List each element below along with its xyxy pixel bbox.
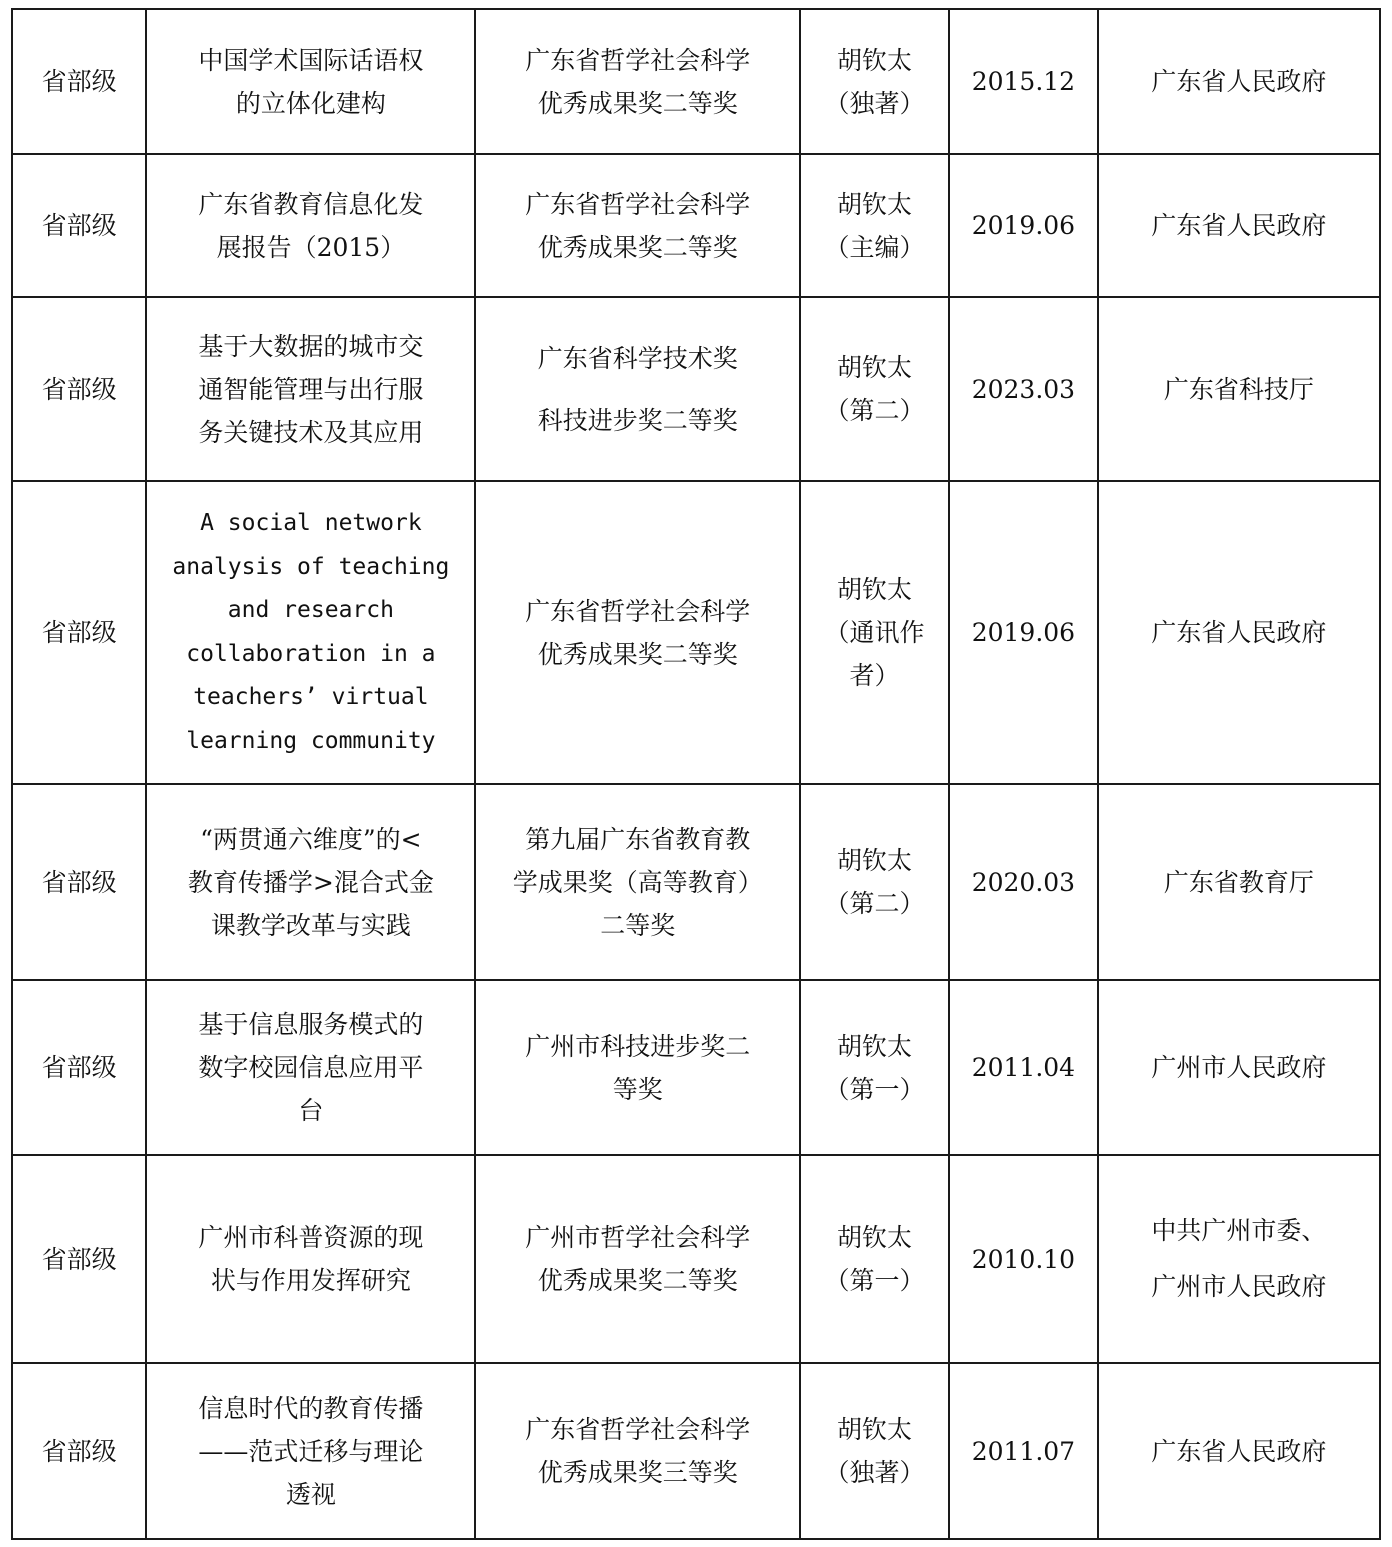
table-row (12, 481, 1380, 784)
award-date-cell: 2019.06 (949, 154, 1098, 297)
award-date-cell: 2019.06 (949, 481, 1098, 784)
achievement-title-cell: 基于信息服务模式的 数字校园信息应用平 台 (146, 980, 475, 1155)
table-row (12, 297, 1380, 481)
table-row (12, 980, 1380, 1155)
issuing-authority-cell: 广州市人民政府 (1098, 980, 1380, 1155)
achievement-title-cell: 广州市科普资源的现 状与作用发挥研究 (146, 1155, 475, 1363)
award-level-cell: 省部级 (12, 980, 146, 1155)
achievement-title-cell: 基于大数据的城市交 通智能管理与出行服 务关键技术及其应用 (146, 297, 475, 481)
issuing-authority-cell: 广东省教育厅 (1098, 784, 1380, 980)
achievement-title-cell: “两贯通六维度”的< 教育传播学>混合式金 课教学改革与实践 (146, 784, 475, 980)
award-level-cell: 省部级 (12, 154, 146, 297)
issuing-authority-cell: 广东省人民政府 (1098, 1363, 1380, 1539)
award-name-cell: 第九届广东省教育教 学成果奖（高等教育） 二等奖 (475, 784, 800, 980)
award-name-cell: 广东省哲学社会科学 优秀成果奖二等奖 (475, 481, 800, 784)
award-date-cell: 2011.07 (949, 1363, 1098, 1539)
author-role-cell: 胡钦太 （第二） (800, 297, 949, 481)
author-role-cell: 胡钦太 （独著） (800, 1363, 949, 1539)
issuing-authority-cell: 广东省人民政府 (1098, 481, 1380, 784)
table-row (12, 784, 1380, 980)
award-level-cell: 省部级 (12, 9, 146, 154)
table-row (12, 1363, 1380, 1539)
issuing-authority-cell: 广东省人民政府 (1098, 154, 1380, 297)
award-name-cell: 广东省科学技术奖 科技进步奖二等奖 (475, 297, 800, 481)
table-row (12, 9, 1380, 154)
awards-table (11, 8, 1381, 1540)
award-name-cell: 广东省哲学社会科学 优秀成果奖二等奖 (475, 9, 800, 154)
award-date-cell: 2015.12 (949, 9, 1098, 154)
award-name-cell: 广东省哲学社会科学 优秀成果奖二等奖 (475, 154, 800, 297)
table-row (12, 154, 1380, 297)
issuing-authority-cell: 中共广州市委、 广州市人民政府 (1098, 1155, 1380, 1363)
table-row (12, 1155, 1380, 1363)
award-date-cell: 2010.10 (949, 1155, 1098, 1363)
award-name-cell: 广东省哲学社会科学 优秀成果奖三等奖 (475, 1363, 800, 1539)
award-name-cell: 广州市哲学社会科学 优秀成果奖二等奖 (475, 1155, 800, 1363)
achievement-title-cell: A social network analysis of teaching and research collaboration in a teachers’ virtual learning community (146, 481, 475, 784)
author-role-cell: 胡钦太 （第一） (800, 1155, 949, 1363)
issuing-authority-cell: 广东省科技厅 (1098, 297, 1380, 481)
author-role-cell: 胡钦太 （第二） (800, 784, 949, 980)
award-date-cell: 2020.03 (949, 784, 1098, 980)
award-level-cell: 省部级 (12, 297, 146, 481)
award-date-cell: 2011.04 (949, 980, 1098, 1155)
author-role-cell: 胡钦太 （独著） (800, 9, 949, 154)
achievement-title-cell: 广东省教育信息化发 展报告（2015） (146, 154, 475, 297)
author-role-cell: 胡钦太 （第一） (800, 980, 949, 1155)
issuing-authority-cell: 广东省人民政府 (1098, 9, 1380, 154)
award-level-cell: 省部级 (12, 481, 146, 784)
author-role-cell: 胡钦太 （通讯作 者） (800, 481, 949, 784)
author-role-cell: 胡钦太 （主编） (800, 154, 949, 297)
achievement-title-cell: 信息时代的教育传播 ——范式迁移与理论 透视 (146, 1363, 475, 1539)
award-level-cell: 省部级 (12, 1363, 146, 1539)
award-level-cell: 省部级 (12, 784, 146, 980)
award-name-cell: 广州市科技进步奖二 等奖 (475, 980, 800, 1155)
award-level-cell: 省部级 (12, 1155, 146, 1363)
award-date-cell: 2023.03 (949, 297, 1098, 481)
achievement-title-cell: 中国学术国际话语权 的立体化建构 (146, 9, 475, 154)
